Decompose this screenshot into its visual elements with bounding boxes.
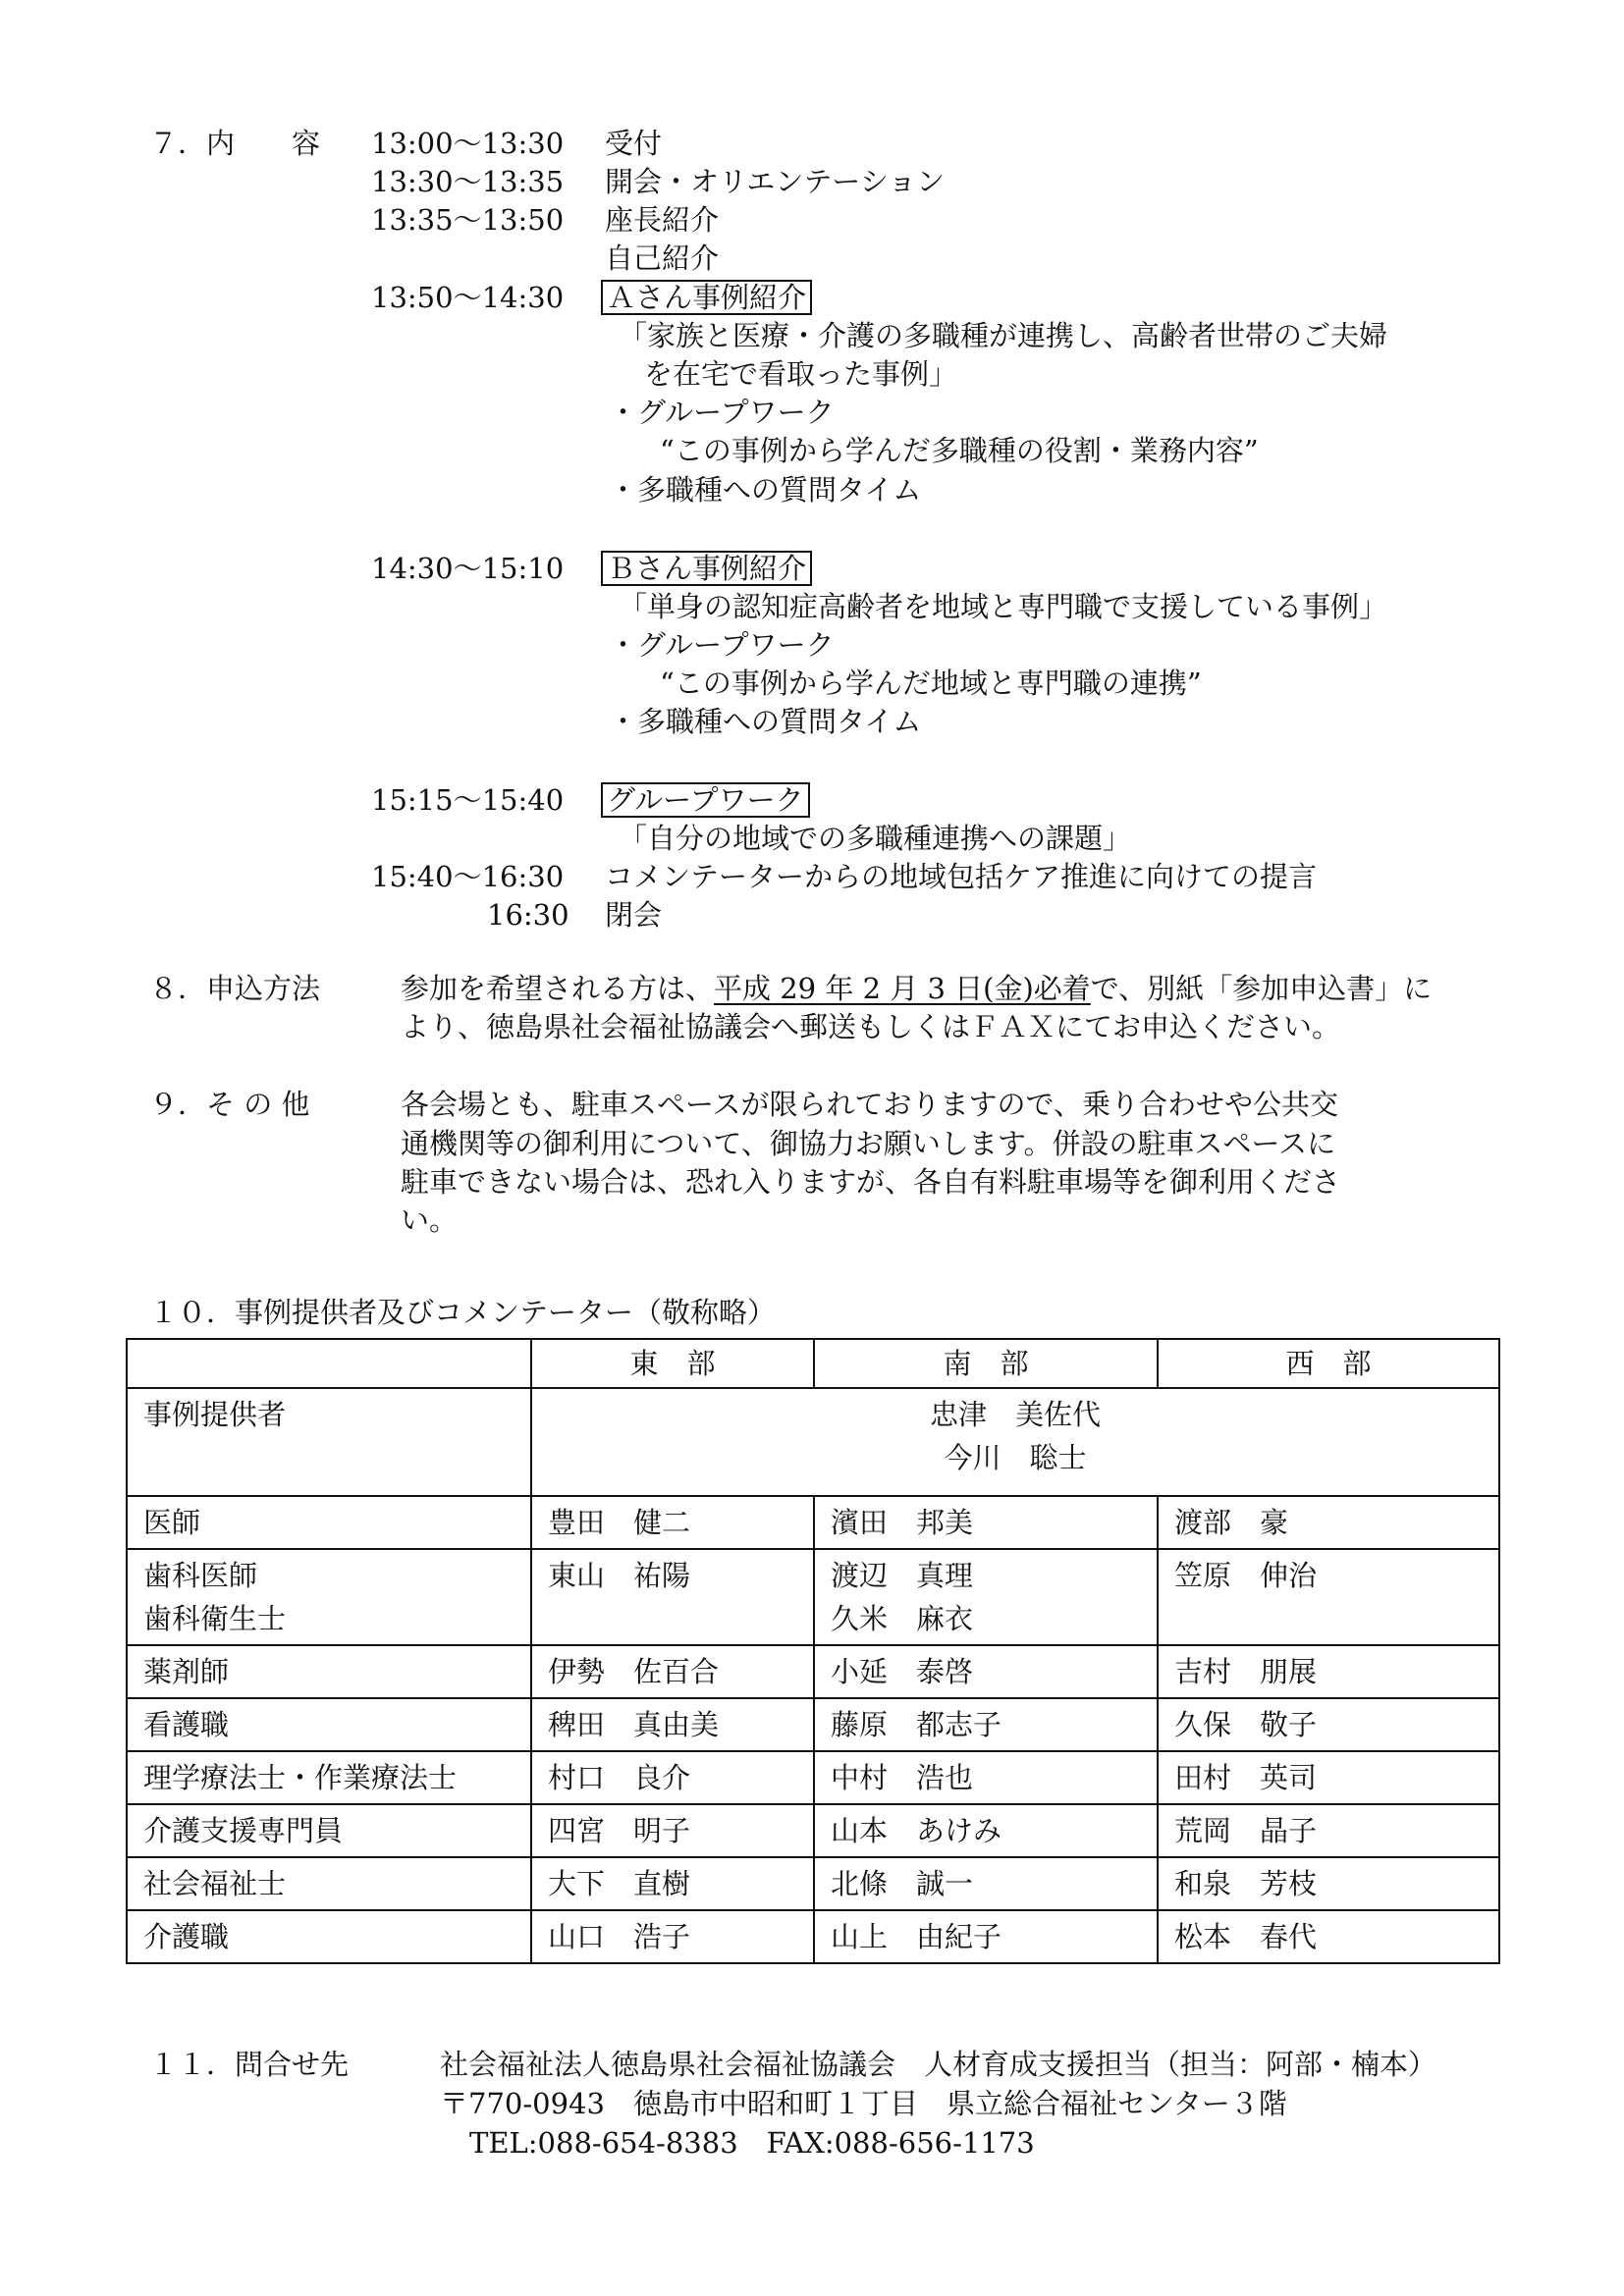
group-work-line: 「自分の地域での多職種連携への課題」: [619, 822, 1132, 855]
schedule-time: 13:30～13:35: [371, 165, 565, 198]
case-b-title: Ｂさん事例紹介: [601, 551, 812, 586]
south-cell: 山本 あけみ: [814, 1804, 1158, 1857]
case-a-line: ・多職種への質問タイム: [609, 473, 922, 507]
group-work-title: グループワーク: [601, 782, 810, 818]
case-b-line: 「単身の認知症高齢者を地域と専門職で支援している事例」: [619, 590, 1388, 623]
section-9-line: 駐車できない場合は、恐れ入りますが、各自有料駐車場等を御利用くださ: [401, 1165, 1341, 1199]
west-cell: 田村 英司: [1158, 1751, 1499, 1804]
east-cell: 山口 浩子: [531, 1910, 814, 1963]
schedule-title: 閉会: [605, 898, 663, 932]
west-cell: 和泉 芳枝: [1158, 1857, 1499, 1910]
section-9-line: 通機関等の御利用について、御協力お願いします。併設の駐車スペースに: [401, 1127, 1336, 1160]
group-work-heading: [601, 781, 810, 819]
south-cell: 濱田 邦美: [814, 1496, 1158, 1549]
header-cell-south: 南 部: [814, 1339, 1158, 1388]
section-8-label: ８．申込方法: [149, 972, 321, 1005]
west-cell: 久保 敬子: [1158, 1698, 1499, 1751]
south-cell: 小延 泰啓: [814, 1645, 1158, 1698]
contact-phone-fax: TEL:088-654-8383 FAX:088-656-1173: [469, 2126, 1035, 2160]
schedule-time: 16:30: [487, 898, 569, 932]
west-cell: 松本 春代: [1158, 1910, 1499, 1963]
schedule-title: 開会・オリエンテーション: [605, 165, 946, 198]
role-cell: 介護職: [127, 1910, 531, 1963]
header-cell-empty: [127, 1339, 531, 1388]
west-cell: 荒岡 晶子: [1158, 1804, 1499, 1857]
role-line: 歯科衛生士: [143, 1602, 287, 1635]
schedule-time: 13:00～13:30: [371, 127, 565, 160]
providers-cell: [531, 1388, 1499, 1496]
table-row: [127, 1698, 1499, 1751]
role-cell: 医師: [127, 1496, 531, 1549]
header-cell-west: 西 部: [1158, 1339, 1499, 1388]
table-header-row: [127, 1339, 1499, 1388]
role-cell: 事例提供者: [127, 1388, 531, 1496]
table-row: [127, 1549, 1499, 1645]
role-cell: [127, 1549, 531, 1645]
west-cell: 吉村 朋展: [1158, 1645, 1499, 1698]
role-cell: 薬剤師: [127, 1645, 531, 1698]
table-row: [127, 1751, 1499, 1804]
south-cell: 北條 誠一: [814, 1857, 1158, 1910]
contact-org: 社会福祉法人徳島県社会福祉協議会 人材育成支援担当（担当：阿部・楠本）: [440, 2048, 1437, 2081]
section-9-line: い。: [401, 1203, 459, 1237]
schedule-title: 座長紹介: [605, 203, 720, 237]
header-cell-east: 東 部: [531, 1339, 814, 1388]
case-a-line: “この事例から学んだ多職種の役割・業務内容”: [660, 434, 1259, 467]
south-cell: 中村 浩也: [814, 1751, 1158, 1804]
table-row: [127, 1804, 1499, 1857]
east-cell: 豊田 健二: [531, 1496, 814, 1549]
schedule-time: 13:50～14:30: [371, 281, 565, 314]
schedule-time: 15:40～16:30: [371, 860, 565, 893]
section-8-line-1-post: で、別紙「参加申込書」に: [1090, 972, 1433, 1005]
east-cell: 稗田 真由美: [531, 1698, 814, 1751]
schedule-title: コメンテーターからの地域包括ケア推進に向けての提言: [605, 860, 1318, 893]
case-b-line: ・多職種への質問タイム: [609, 705, 922, 738]
table-row: [127, 1910, 1499, 1963]
deadline: 平成 29 年 2 月 3 日(金)必着: [714, 972, 1091, 1005]
east-cell: [531, 1549, 814, 1645]
contact-address: 〒770-0943 徳島市中昭和町１丁目 県立総合福祉センター３階: [440, 2087, 1287, 2120]
case-b-heading: [601, 550, 812, 587]
name-line: 東山 祐陽: [548, 1559, 691, 1592]
provider-name: 忠津 美佐代: [929, 1398, 1101, 1431]
role-cell: 理学療法士・作業療法士: [127, 1751, 531, 1804]
east-cell: 大下 直樹: [531, 1857, 814, 1910]
east-cell: 四宮 明子: [531, 1804, 814, 1857]
west-cell: [1158, 1549, 1499, 1645]
section-9-line: 各会場とも、駐車スペースが限られておりますので、乗り合わせや公共交: [401, 1088, 1338, 1121]
role-line: 歯科医師: [143, 1559, 258, 1592]
name-line: 笠原 伸治: [1174, 1559, 1318, 1592]
table-row: [127, 1496, 1499, 1549]
provider-name: 今川 聡士: [944, 1441, 1087, 1474]
south-cell: 藤原 都志子: [814, 1698, 1158, 1751]
schedule-title: 受付: [605, 127, 663, 160]
section-11-label: １１．問合せ先: [149, 2048, 350, 2081]
east-cell: 伊勢 佐百合: [531, 1645, 814, 1698]
role-cell: 看護職: [127, 1698, 531, 1751]
section-8-line-2: より、徳島県社会福祉協議会へ郵送もしくはＦＡＸにてお申込ください。: [401, 1010, 1341, 1043]
case-a-line: ・グループワーク: [609, 396, 835, 429]
section-8-line-1-pre: 参加を希望される方は、: [401, 972, 715, 1005]
table-row: [127, 1857, 1499, 1910]
section-10-label: １０．事例提供者及びコメンテーター（敬称略）: [149, 1296, 777, 1329]
role-cell: 社会福祉士: [127, 1857, 531, 1910]
schedule-time: 13:35～13:50: [371, 203, 565, 237]
section-9-label: ９．そ の 他: [149, 1088, 310, 1121]
case-a-heading: [601, 279, 812, 316]
case-a-line: 「家族と医療・介護の多職種が連携し、高齢者世帯のご夫婦: [619, 319, 1388, 352]
case-b-line: ・グループワーク: [609, 628, 835, 662]
table-row-providers: [127, 1388, 1499, 1496]
name-line: 久米 麻衣: [831, 1602, 974, 1635]
case-b-line: “この事例から学んだ地域と専門職の連携”: [660, 667, 1202, 700]
table-row: [127, 1645, 1499, 1698]
case-a-line: を在宅で看取った事例」: [644, 357, 958, 391]
south-cell: 山上 由紀子: [814, 1910, 1158, 1963]
schedule-time: 15:15～15:40: [371, 783, 565, 817]
case-a-title: Ａさん事例紹介: [601, 280, 812, 315]
east-cell: 村口 良介: [531, 1751, 814, 1804]
schedule-title: 自己紹介: [605, 241, 720, 275]
west-cell: 渡部 豪: [1158, 1496, 1499, 1549]
south-cell: [814, 1549, 1158, 1645]
role-cell: 介護支援専門員: [127, 1804, 531, 1857]
schedule-time: 14:30～15:10: [371, 552, 565, 585]
section-7-label: ７．内 容: [149, 127, 321, 160]
name-line: 渡辺 真理: [831, 1559, 974, 1592]
section-8-line-1: [401, 970, 1432, 1007]
roster-table: [126, 1338, 1500, 1964]
